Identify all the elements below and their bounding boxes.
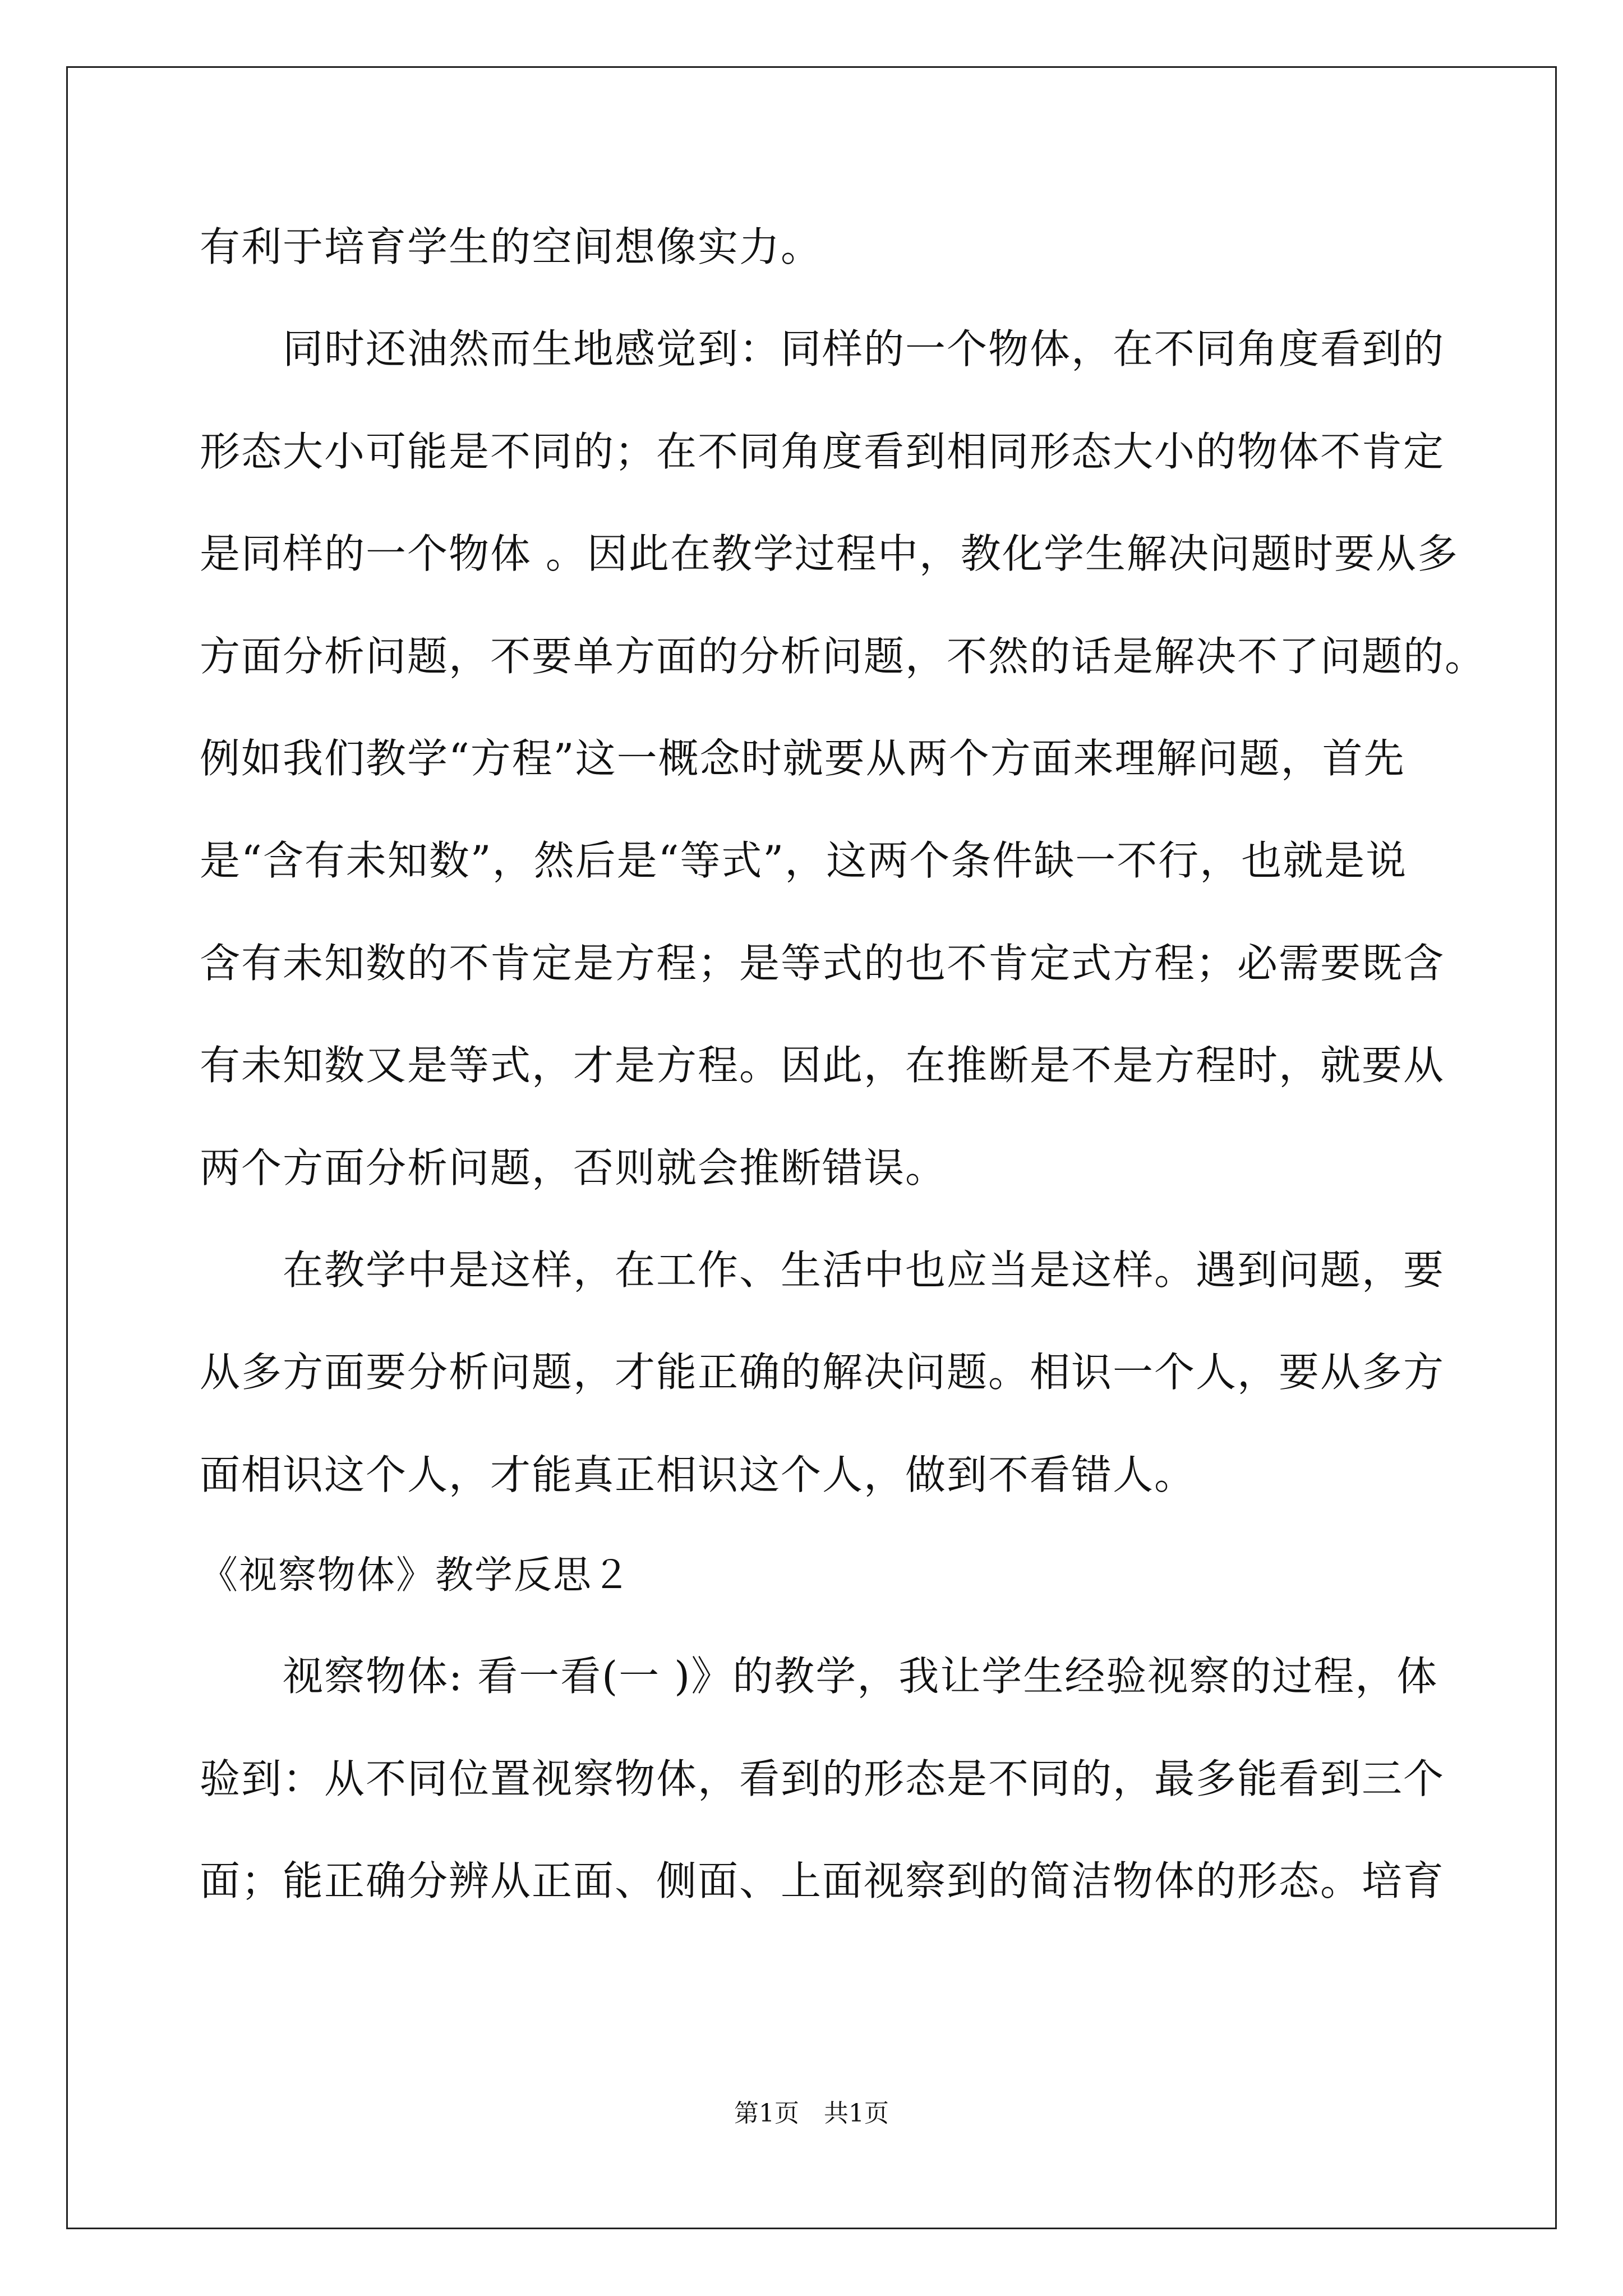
page-footer: 第1页 共1页 — [734, 2099, 889, 2128]
text-line: 有利于培育学生的空间想像实力。 — [200, 223, 823, 270]
text-line: 视察物体: 看一看(一 )》的教学，我让学生经验视察的过程，体 — [283, 1653, 1438, 1700]
text-line: 面；能正确分辨从正面、侧面、上面视察到的简洁物体的形态。培育 — [200, 1857, 1445, 1904]
text-line: 有未知数又是等式，才是方程。因此，在推断是不是方程时，就要从 — [200, 1042, 1445, 1089]
text-line: 验到：从不同位置视察物体，看到的形态是不同的，最多能看到三个 — [200, 1755, 1445, 1802]
text-line: 是同样的一个物体 。因此在教学过程中，教化学生解决问题时要从多 — [200, 530, 1459, 577]
text-line: 方面分析问题，不要单方面的分析问题，不然的话是解决不了问题的。 — [200, 633, 1487, 680]
text-line: 例如我们教学“方程”这一概念时就要从两个方面来理解问题，首先 — [200, 735, 1405, 782]
text-line: 是“含有未知数”，然后是“等式”，这两个条件缺一不行，也就是说 — [200, 837, 1408, 884]
text-line: 面相识这个人，才能真正相识这个人，做到不看错人。 — [200, 1451, 1196, 1498]
text-line: 在教学中是这样，在工作、生活中也应当是这样。遇到问题，要 — [283, 1246, 1445, 1294]
text-line: 从多方面要分析问题，才能正确的解决问题。相识一个人，要从多方 — [200, 1349, 1445, 1396]
text-line: 含有未知数的不肯定是方程；是等式的也不肯定式方程；必需要既含 — [200, 940, 1445, 987]
text-line: 形态大小可能是不同的；在不同角度看到相同形态大小的物体不肯定 — [200, 428, 1445, 475]
text-line: 两个方面分析问题，否则就会推断错误。 — [200, 1144, 947, 1191]
text-line: 同时还油然而生地感觉到：同样的一个物体，在不同角度看到的 — [283, 325, 1445, 372]
section-heading: 《视察物体》教学反思２ — [200, 1553, 632, 1598]
